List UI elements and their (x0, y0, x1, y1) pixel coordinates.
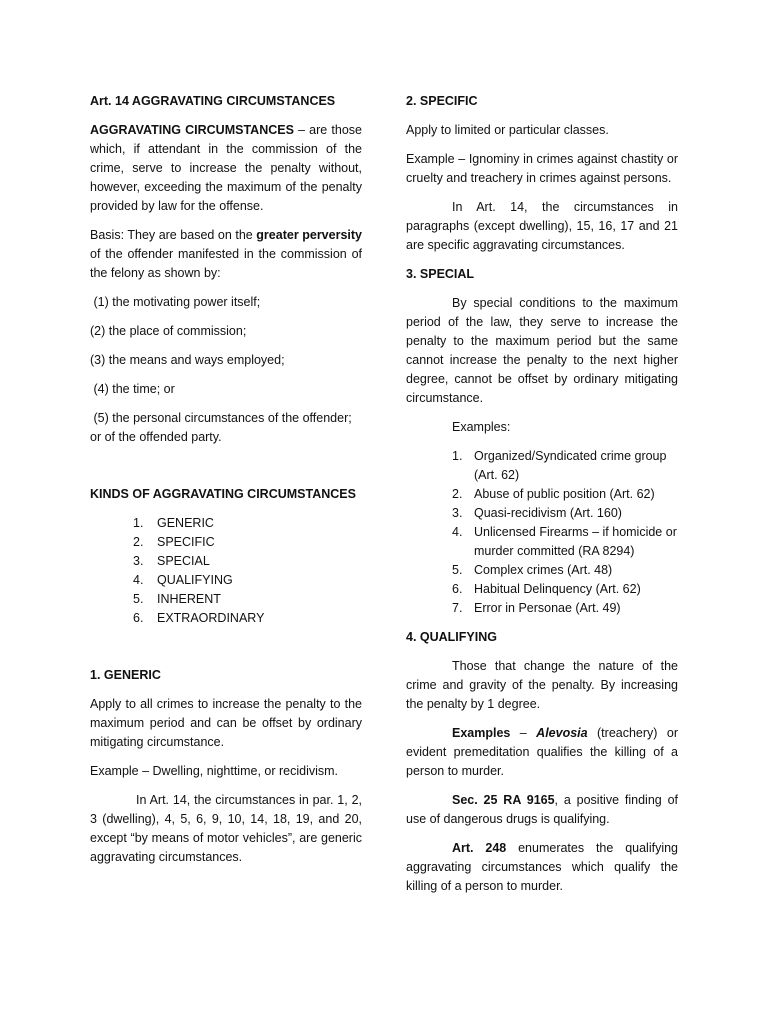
list-number: 1. (133, 516, 144, 530)
list-label: GENERIC (157, 516, 214, 530)
generic-description: Apply to all crimes to increase the penalty to the maximum period and can be offset by ordinary mitigating circumstance. (90, 697, 362, 749)
sec25-bold: Sec. 25 RA 9165 (452, 793, 555, 807)
basis-item: (4) the time; or (90, 382, 175, 396)
list-label: EXTRAORDINARY (157, 611, 265, 625)
list-item (90, 552, 362, 571)
kinds-heading: KINDS OF AGGRAVATING CIRCUMSTANCES (90, 487, 356, 501)
list-number: 4. (452, 525, 463, 539)
list-item (406, 485, 678, 504)
list-text: Complex crimes (Art. 48) (474, 563, 613, 577)
basis-item: (3) the means and ways employed; (90, 353, 285, 367)
sec25-paragraph (406, 791, 678, 829)
basis-item: (5) the personal circumstances of the offender; or of the offended party. (90, 411, 356, 444)
list-item (406, 599, 678, 618)
list-item (406, 504, 678, 523)
specific-description: Apply to limited or particular classes. (406, 123, 609, 137)
list-item (406, 523, 678, 561)
list-item (90, 514, 362, 533)
generic-example: Example – Dwelling, nighttime, or recidivism. (90, 764, 339, 778)
special-heading: 3. SPECIAL (406, 267, 475, 281)
basis-item: (1) the motivating power itself; (90, 295, 261, 309)
qualifying-examples (406, 724, 678, 781)
art248-bold: Art. 248 (452, 841, 507, 855)
specific-heading: 2. SPECIFIC (406, 94, 478, 108)
sec25-rest: , a positive finding of use of dangerous drugs is qualifying. (406, 793, 678, 826)
qualifying-heading: 4. QUALIFYING (406, 630, 497, 644)
basis-item: (2) the place of commission; (90, 324, 247, 338)
definition-term: AGGRAVATING CIRCUMSTANCES (90, 123, 294, 137)
list-text: Unlicensed Firearms – if homicide or murder committed (RA 8294) (474, 525, 677, 558)
list-label: QUALIFYING (157, 573, 233, 587)
definition-text: – are those which, if attendant in the commission of the crime, serve to increase the penalty without, however, exceeding the maximum of the penalty provided by law for the offense. (90, 123, 362, 213)
right-column (406, 92, 678, 906)
list-number: 3. (452, 506, 463, 520)
list-label: INHERENT (157, 592, 221, 606)
list-label: SPECIAL (157, 554, 210, 568)
art248-rest: enumerates the qualifying aggravating circumstances which qualify the killing of a person to murder. (406, 841, 679, 893)
list-number: 4. (133, 573, 144, 587)
list-number: 5. (133, 592, 144, 606)
specific-example: Example – Ignominy in crimes against chastity or cruelty and treachery in crimes against persons. (406, 152, 678, 185)
specific-article-note: In Art. 14, the circumstances in paragraphs (except dwelling), 15, 16, 17 and 21 are specific aggravating circumstances. (406, 200, 678, 252)
basis-paragraph (90, 226, 362, 283)
list-item (406, 580, 678, 599)
list-number: 7. (452, 601, 463, 615)
list-number: 1. (452, 449, 463, 463)
list-text: Abuse of public position (Art. 62) (474, 487, 655, 501)
generic-heading: 1. GENERIC (90, 668, 161, 682)
list-number: 5. (452, 563, 463, 577)
examples-bold: Examples (452, 726, 511, 740)
list-number: 2. (133, 535, 144, 549)
qualifying-description: Those that change the nature of the crime and gravity of the penalty. By increasing the penalty by 1 degree. (406, 659, 678, 711)
list-number: 6. (133, 611, 144, 625)
list-label: SPECIFIC (157, 535, 215, 549)
list-text: Quasi-recidivism (Art. 160) (474, 506, 622, 520)
list-item (90, 533, 362, 552)
special-examples-list (406, 447, 678, 618)
list-item (90, 590, 362, 609)
list-text: Habitual Delinquency (Art. 62) (474, 582, 641, 596)
article-title: Art. 14 AGGRAVATING CIRCUMSTANCES (90, 94, 336, 108)
list-number: 2. (452, 487, 463, 501)
basis-pre: Basis: They are based on the (90, 228, 257, 242)
examples-dash: – (510, 726, 537, 740)
alevosia-term: Alevosia (536, 726, 588, 740)
list-text: Error in Personae (Art. 49) (474, 601, 621, 615)
list-item (90, 609, 362, 628)
list-number: 6. (452, 582, 463, 596)
kinds-list (90, 514, 362, 628)
basis-post: of the offender manifested in the commission of the felony as shown by: (90, 247, 362, 280)
special-examples-label: Examples: (452, 420, 511, 434)
special-description: By special conditions to the maximum period of the law, they serve to increase the penalty to the maximum period but the same cannot increase the penalty to the next higher degree, cannot be offset by ordinary mitigating circumstance. (406, 296, 678, 405)
art248-paragraph (406, 839, 678, 896)
definition-paragraph (90, 121, 362, 216)
generic-article-note: In Art. 14, the circumstances in par. 1, 2, 3 (dwelling), 4, 5, 6, 9, 10, 14, 18, 19, and 20, except “by means of motor vehicles”, are generic aggravating circumstances. (90, 793, 362, 864)
basis-bold: greater perversity (256, 228, 362, 242)
list-item (406, 561, 678, 580)
list-number: 3. (133, 554, 144, 568)
examples-rest: (treachery) or evident premeditation qualifies the killing of a person to murder. (406, 726, 678, 778)
list-text: Organized/Syndicated crime group (Art. 62) (474, 449, 667, 482)
list-item (406, 447, 678, 485)
left-column (90, 92, 362, 877)
list-item (90, 571, 362, 590)
